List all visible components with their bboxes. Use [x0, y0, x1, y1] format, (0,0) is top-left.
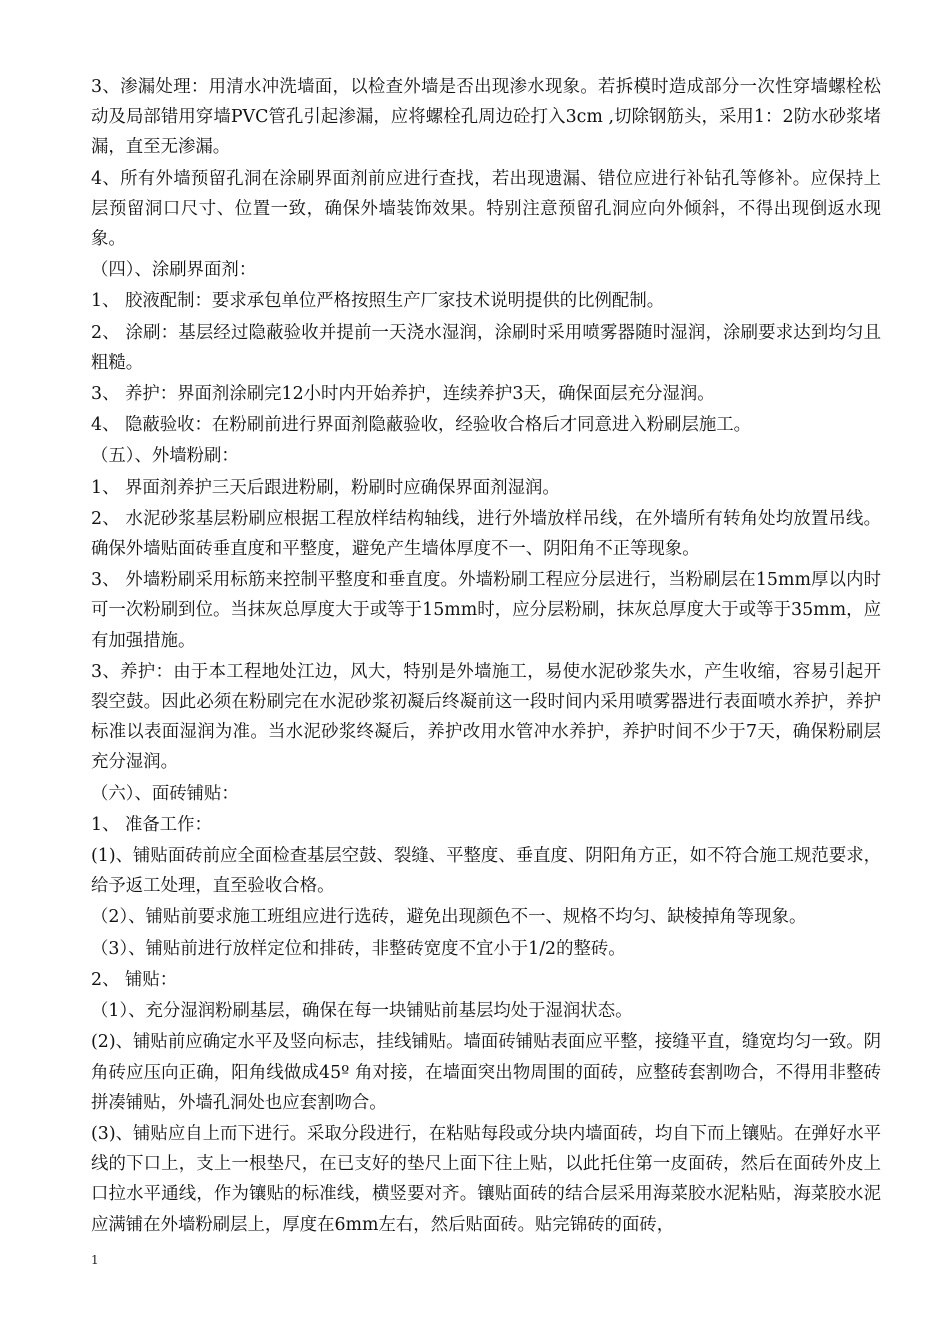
- paragraph-laying-heading: 2、 铺贴：: [91, 969, 178, 990]
- paragraph-concealed-inspection: 4、 隐蔽验收：在粉刷前进行界面剂隐蔽验收，经验收合格后才同意进入粉刷层施工。: [91, 415, 752, 436]
- paragraph-preparation: 1、 准备工作：: [91, 814, 212, 835]
- section-heading-interface-agent: （四）、涂刷界面剂：: [91, 260, 257, 281]
- paragraph-tile-selection: （2）、铺贴前要求施工班组应进行选砖，避免出现颜色不一、规格不均匀、缺棱掉角等现象。: [91, 907, 807, 928]
- section-heading-tile-laying: （六）、面砖铺贴：: [91, 783, 239, 804]
- paragraph-base-plastering: 2、 水泥砂浆基层粉刷应根据工程放样结构轴线，进行外墙放样吊线，在外墙所有转角处均放置吊线。确保外墙贴面砖垂直度和平整度，避免产生墙体厚度不一、阴阳角不正等现象。: [91, 508, 881, 560]
- paragraph-plaster-follow-up: 1、 界面剂养护三天后跟进粉刷，粉刷时应确保界面剂湿润。: [91, 477, 560, 498]
- paragraph-plaster-thickness: 3、 外墙粉刷采用标筋来控制平整度和垂直度。外墙粉刷工程应分层进行，当粉刷层在15mm厚以内时可一次粉刷到位。当抹灰总厚度大于或等于15mm时，应分层粉刷，抹灰总厚度大于或等于35mm，应有加强措施。: [91, 570, 881, 651]
- paragraph-wet-base: （1）、充分湿润粉刷基层，确保在每一块铺贴前基层均处于湿润状态。: [91, 1001, 633, 1022]
- paragraph-glue-mixing: 1、 胶液配制：要求承包单位严格按照生产厂家技术说明提供的比例配制。: [91, 291, 665, 312]
- paragraph-base-inspection: (1)、铺贴面砖前应全面检查基层空鼓、裂缝、平整度、垂直度、阴阳角方正，如不符合施工规范要求，给予返工处理，直至验收合格。: [91, 846, 881, 897]
- page-number: 1: [91, 1253, 99, 1267]
- paragraph-reserved-holes: 4、所有外墙预留孔洞在涂刷界面剂前应进行查找，若出现遗漏、错位应进行补钻孔等修补。应保持上层预留洞口尺寸、位置一致，确保外墙装饰效果。特别注意预留孔洞应向外倾斜，不得出现倒返水现象。: [91, 168, 881, 250]
- paragraph-leakage-treatment: 3、渗漏处理：用清水冲洗墙面，以检查外墙是否出现渗水现象。若拆模时造成部分一次性穿墙螺栓松动及局部错用穿墙PVC管孔引起渗漏，应将螺栓孔周边砼打入3cm ,切除钢筋头，采用1：2防水砂浆堵漏，直至无渗漏。: [91, 77, 881, 158]
- paragraph-brushing: 2、 涂刷：基层经过隐蔽验收并提前一天浇水湿润，涂刷时采用喷雾器随时湿润，涂刷要求达到均匀且粗糙。: [91, 322, 881, 373]
- paragraph-curing-interface: 3、 养护：界面剂涂刷完12小时内开始养护，连续养护3天，确保面层充分湿润。: [91, 384, 715, 405]
- paragraph-alignment-marks: (2)、铺贴前应确定水平及竖向标志，挂线铺贴。墙面砖铺贴表面应平整，接缝平直，缝宽均匀一致。阴角砖应压向正确，阳角线做成45º 角对接，在墙面突出物周围的面砖，应整砖套割吻合，不得用非整砖拼凑铺贴，外墙孔洞处也应套割吻合。: [91, 1032, 881, 1113]
- paragraph-layout-positioning: （3）、铺贴前进行放样定位和排砖，非整砖宽度不宜小于1/2的整砖。: [91, 938, 626, 959]
- paragraph-plaster-curing: 3、养护：由于本工程地处江边，风大，特别是外墙施工，易使水泥砂浆失水，产生收缩，容易引起开裂空鼓。因此必须在粉刷完在水泥砂浆初凝后终凝前这一段时间内采用喷雾器进行表面喷水养护，养护标准以表面湿润为准。当水泥砂浆终凝后，养护改用水管冲水养护，养护时间不少于7天，确保粉刷层充分湿润。: [91, 661, 881, 773]
- section-heading-exterior-plastering: （五）、外墙粉刷：: [91, 446, 239, 467]
- document-body: [91, 72, 881, 1241]
- paragraph-laying-sequence: (3)、铺贴应自上而下进行。采取分段进行，在粘贴每段或分块内墙面砖，均自下而上镶贴。在弹好水平线的下口上，支上一根垫尺，在已支好的垫尺上面下往上贴，以此托住第一皮面砖，然后在面砖外皮上口拉水平通线，作为镶贴的标准线，横竖要对齐。镶贴面砖的结合层采用海菜胶水泥粘贴，海菜胶水泥应满铺在外墙粉刷层上，厚度在6mm左右，然后贴面砖。贴完锦砖的面砖，: [91, 1123, 881, 1235]
